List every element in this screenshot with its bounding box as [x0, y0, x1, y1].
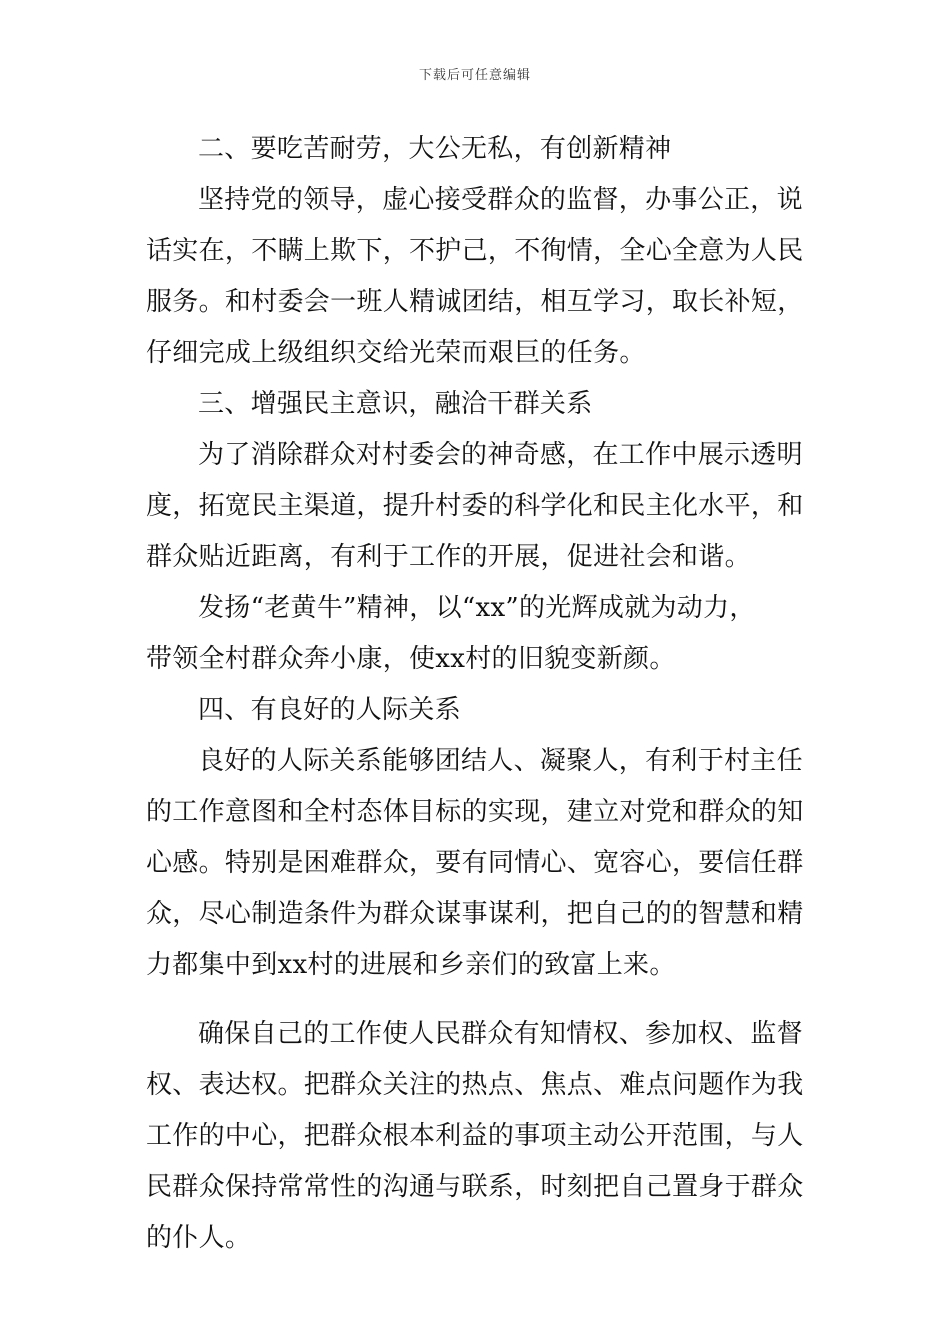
- section-heading-4: 四、有良好的人际关系: [198, 695, 462, 725]
- paragraph-line: 权、表达权。把群众关注的热点、焦点、难点问题作为我: [146, 1070, 804, 1100]
- paragraph-line: 民群众保持常常性的沟通与联系，时刻把自己置身于群众: [146, 1172, 804, 1202]
- paragraph-line: 良好的人际关系能够团结人、凝聚人，有利于村主任: [198, 746, 803, 776]
- section-heading-2: 二、要吃苦耐劳，大公无私，有创新精神: [198, 134, 672, 164]
- paragraph-line: 的工作意图和全村态体目标的实现，建立对党和群众的知: [146, 797, 804, 827]
- paragraph-line: 心感。特别是困难群众，要有同情心、宽容心，要信任群: [146, 848, 804, 878]
- paragraph-line: 服务。和村委会一班人精诚团结，相互学习，取长补短，: [146, 287, 804, 317]
- paragraph-line: 度，拓宽民主渠道，提升村委的科学化和民主化水平，和: [146, 491, 804, 521]
- section-heading-3: 三、增强民主意识，融洽干群关系: [198, 389, 593, 419]
- paragraph-line: 的仆人。: [146, 1223, 252, 1253]
- paragraph-line: 仔细完成上级组织交给光荣而艰巨的任务。: [146, 338, 646, 368]
- paragraph-line: 为了消除群众对村委会的神奇感，在工作中展示透明: [198, 440, 803, 470]
- paragraph-gap: [146, 991, 810, 1009]
- paragraph-line: 工作的中心，把群众根本利益的事项主动公开范围，与人: [146, 1121, 804, 1151]
- paragraph-line: 发扬“老黄牛”精神，以“xx”的光辉成就为动力，: [198, 593, 756, 623]
- paragraph-line: 带领全村群众奔小康，使xx村的旧貌变新颜。: [146, 644, 676, 674]
- paragraph-line: 话实在，不瞒上欺下，不护己，不徇情，全心全意为人民: [146, 236, 804, 266]
- document-body: [146, 124, 810, 1264]
- paragraph-line: 力都集中到xx村的进展和乡亲们的致富上来。: [146, 950, 676, 980]
- paragraph-line: 群众贴近距离，有利于工作的开展，促进社会和谐。: [146, 542, 751, 572]
- paragraph-line: 众，尽心制造条件为群众谋事谋利，把自己的的智慧和精: [146, 899, 804, 929]
- paragraph-line: 确保自己的工作使人民群众有知情权、参加权、监督: [198, 1019, 803, 1049]
- paragraph-line: 坚持党的领导，虚心接受群众的监督，办事公正，说: [198, 185, 803, 215]
- page-header: 下载后可任意编辑: [418, 68, 531, 83]
